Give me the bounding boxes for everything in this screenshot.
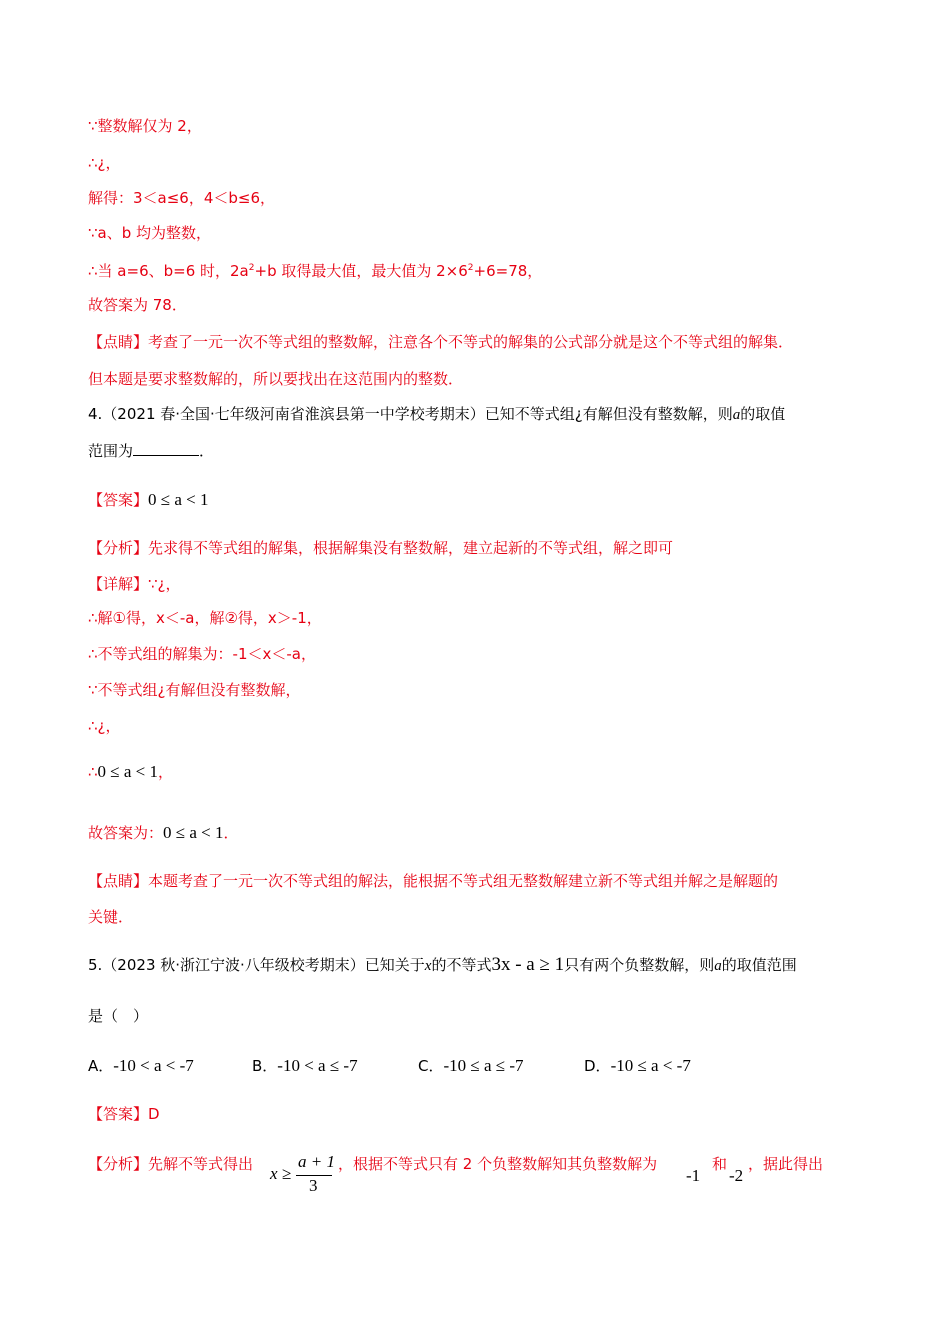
- answer-line: 【答案】D: [88, 1105, 160, 1123]
- question-5-stem: 5.（2023 秋·浙江宁波·八年级校考期末）已知关于x的不等式3x - a ≥ 1只有两个负整数解，则a的取值范围: [88, 954, 797, 975]
- comment-line: 【点睛】本题考查了一元一次不等式组的解法，能根据不等式组无整数解建立新不等式组并解之是解题的: [88, 872, 779, 890]
- detail-line: 【详解】∵¿，: [88, 575, 181, 593]
- answer-line: 【答案】0 ≤ a < 1: [88, 490, 209, 509]
- solution-line: 故答案为 78．: [88, 296, 187, 314]
- solution-line: ∴当 a=6、b=6 时，$2a^2+b$ 取得最大值，最大值为 $2\times 6^2+6=78$，: [88, 262, 543, 280]
- detail-line: ∴解①得，x＜-a，解②得，x＞-1，: [88, 609, 322, 627]
- option-d[interactable]: D．-10 ≤ a < -7: [584, 1056, 691, 1075]
- comment-line: 【点睛】考查了一元一次不等式组的整数解，注意各个不等式的解集的公式部分就是这个不等式组的解集．: [88, 333, 794, 351]
- and-word: 和: [712, 1155, 728, 1173]
- analysis-line-cont: ，根据不等式只有 2 个负整数解知其负整数解为: [338, 1155, 658, 1173]
- detail-line: 故答案为：0 ≤ a < 1．: [88, 823, 239, 842]
- comment-line: 关键．: [88, 908, 134, 926]
- question-4-stem-line2: 范围为 ．: [88, 442, 215, 460]
- detail-line: ∵不等式组¿有解但没有整数解，: [88, 681, 301, 699]
- detail-line: ∴0 ≤ a < 1，: [88, 762, 174, 781]
- comment-line: 但本题是要求整数解的，所以要找出在这范围内的整数．: [88, 370, 464, 388]
- detail-line: ∴不等式组的解集为：-1＜x＜-a，: [88, 645, 316, 663]
- option-b[interactable]: B．-10 < a ≤ -7: [252, 1056, 358, 1075]
- answer-blank: [133, 441, 199, 456]
- detail-line: ∴¿，: [88, 717, 121, 735]
- analysis-line: 【分析】先求得不等式组的解集，根据解集没有整数解，建立起新的不等式组，解之即可: [88, 539, 674, 557]
- option-a[interactable]: A．-10 < a < -7: [88, 1056, 194, 1075]
- fraction-expression: x ≥ a + 1 3: [270, 1152, 335, 1195]
- solution-line: ∴¿，: [88, 154, 121, 172]
- neg-two: -2: [729, 1166, 744, 1185]
- question-4-stem: 4.（2021 春·全国·七年级河南省淮滨县第一中学校考期末）已知不等式组¿有解但没有整数解，则a的取值: [88, 405, 786, 423]
- solution-line: ∵整数解仅为 2，: [88, 117, 202, 135]
- solution-line: 解得：3＜a≤6，4＜b≤6，: [88, 189, 276, 207]
- analysis-line-end: ，据此得出: [748, 1155, 824, 1173]
- analysis-line: 【分析】先解不等式得出: [88, 1155, 254, 1173]
- neg-one: -1: [686, 1166, 701, 1185]
- option-c[interactable]: C．-10 ≤ a ≤ -7: [418, 1056, 524, 1075]
- solution-line: ∵a、b 均为整数，: [88, 224, 212, 242]
- question-5-stem-line2: 是（ ）: [88, 1007, 149, 1025]
